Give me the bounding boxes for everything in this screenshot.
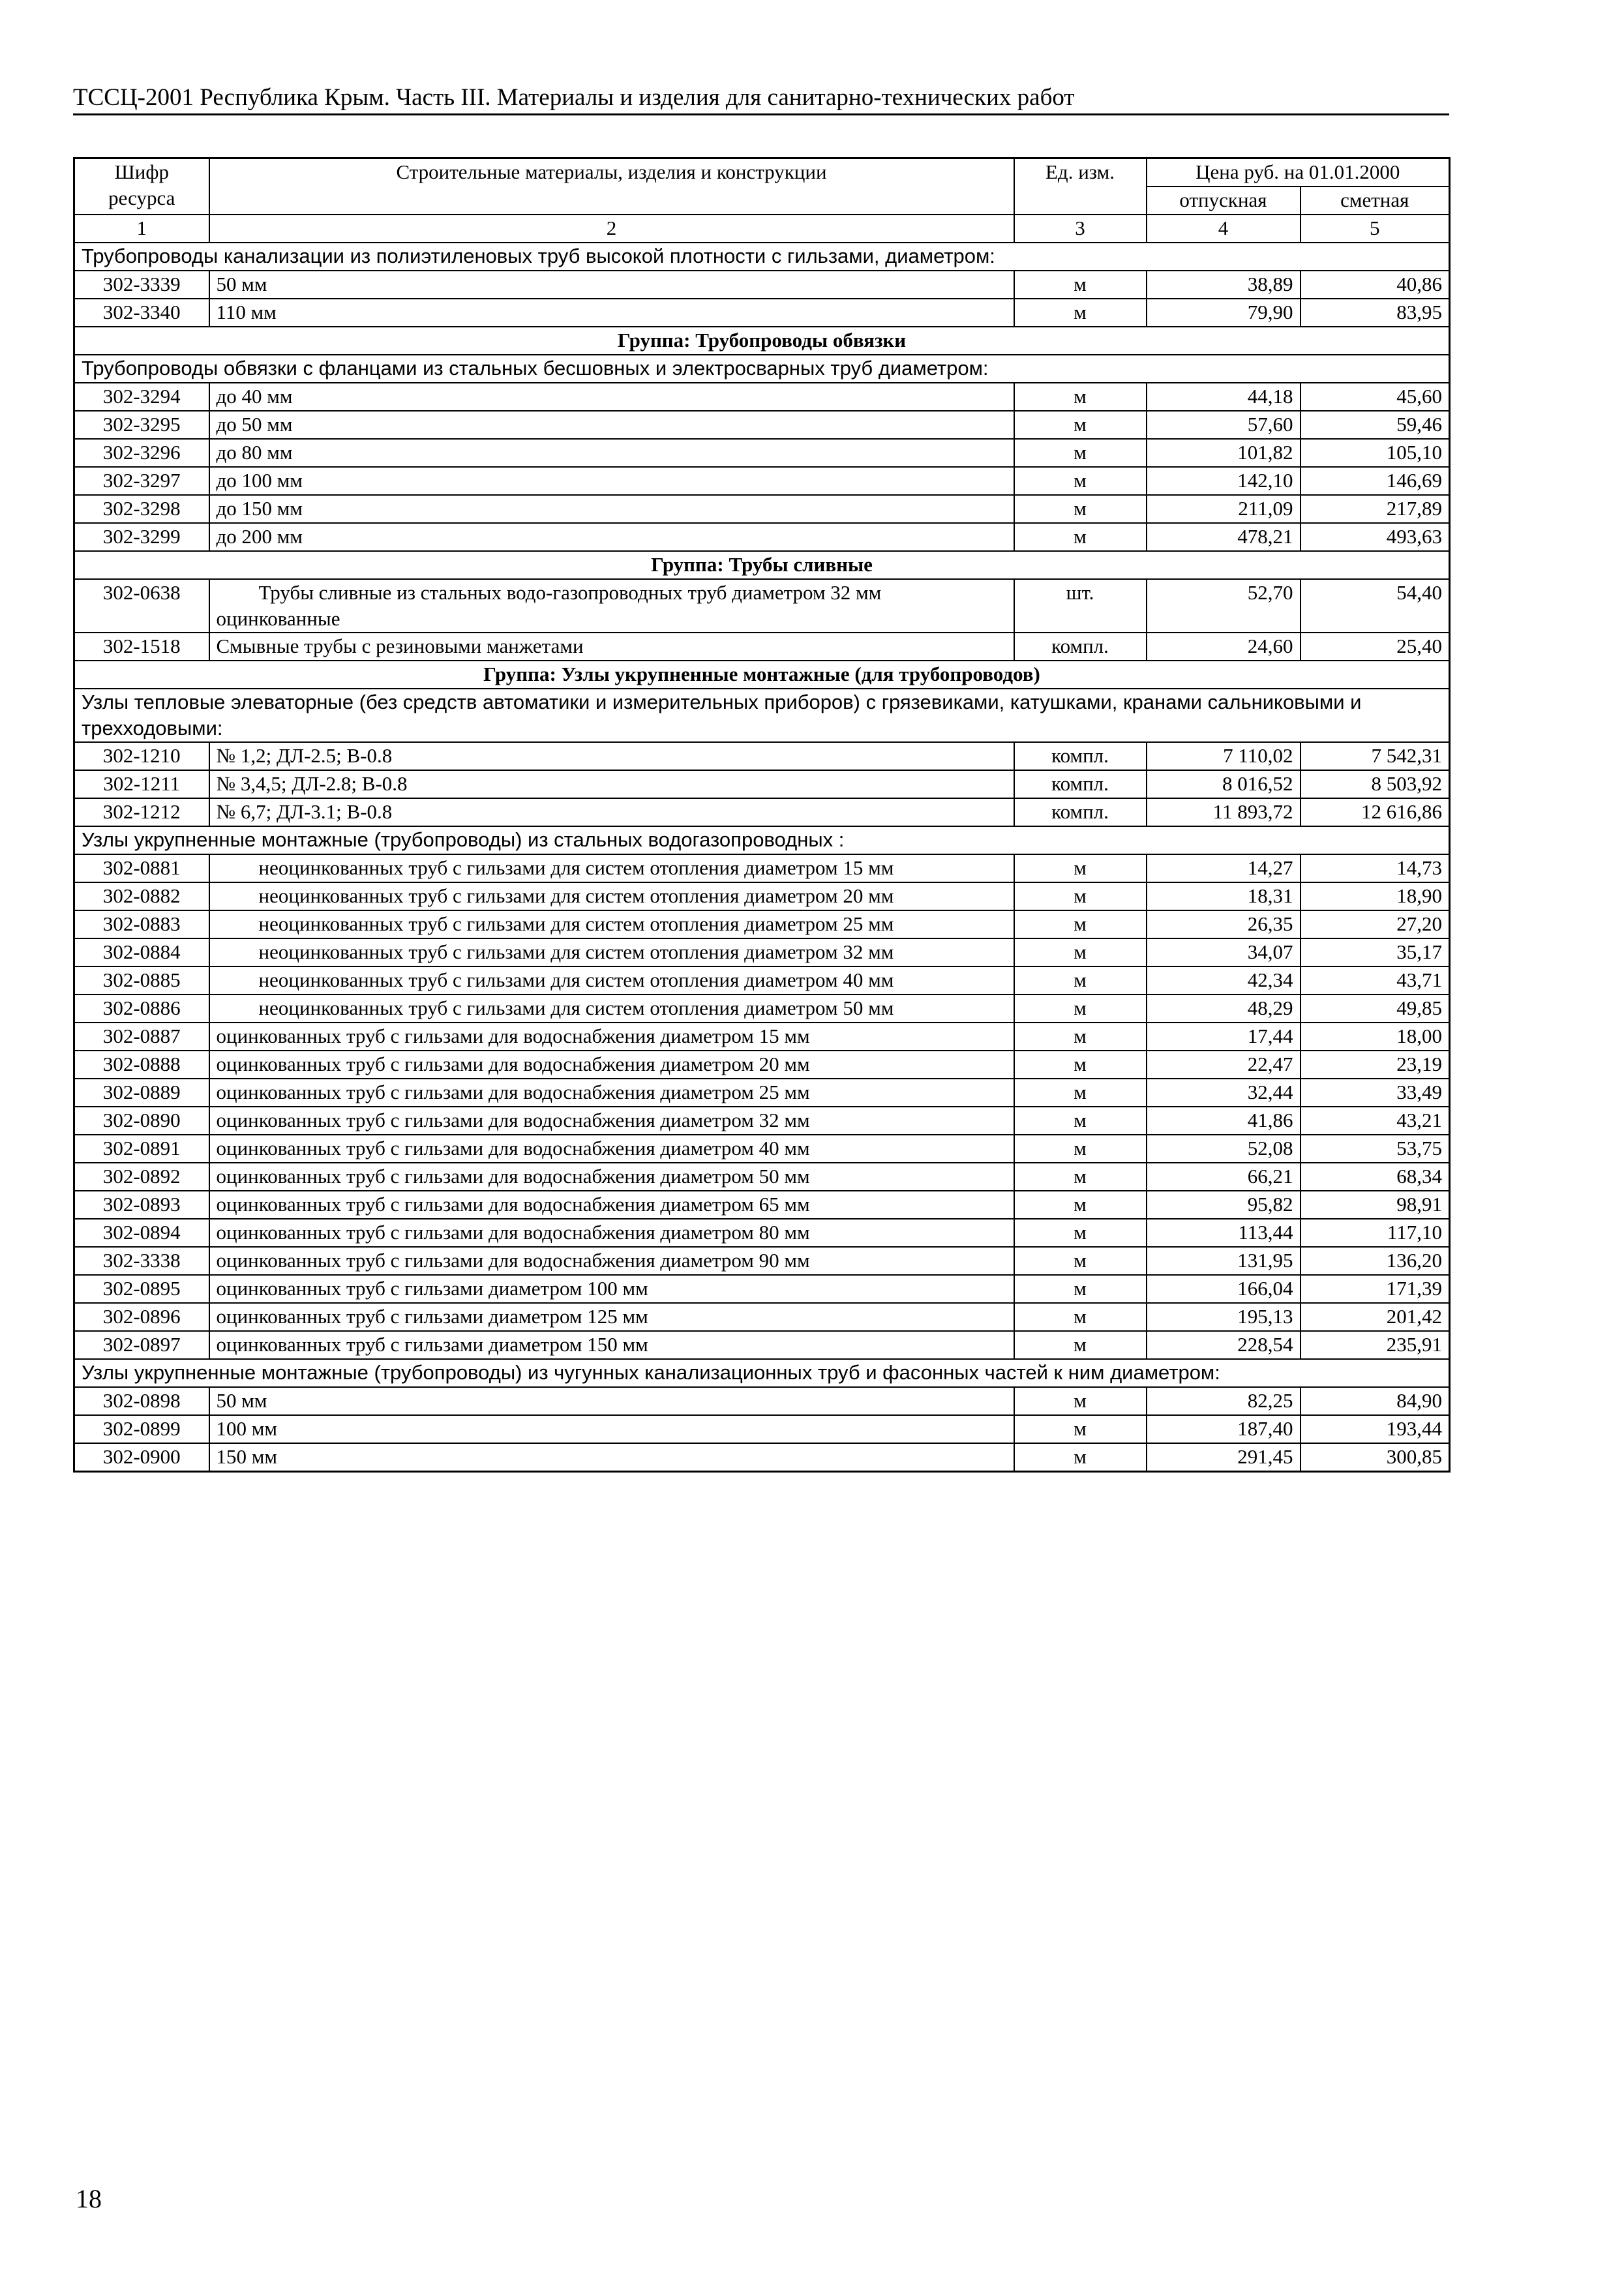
category-row <box>74 243 1450 271</box>
estimate-price: 33,49 <box>1301 1079 1450 1107</box>
material-name: 100 мм <box>209 1415 1014 1443</box>
resource-code: 302-0890 <box>74 1107 209 1135</box>
estimate-price: 84,90 <box>1301 1387 1450 1415</box>
resource-code: 302-0893 <box>74 1191 209 1219</box>
release-price: 41,86 <box>1147 1107 1301 1135</box>
estimate-price: 83,95 <box>1301 299 1450 327</box>
release-price: 291,45 <box>1147 1443 1301 1472</box>
estimate-price: 14,73 <box>1301 854 1450 882</box>
release-price: 34,07 <box>1147 938 1301 966</box>
col-header-estimate: сметная <box>1301 187 1450 215</box>
group-heading-row <box>74 551 1450 579</box>
table-row <box>74 523 1450 551</box>
resource-code: 302-0891 <box>74 1135 209 1163</box>
unit: м <box>1014 439 1147 467</box>
material-name: неоцинкованных труб с гильзами для систем отопления диаметром 25 мм <box>209 910 1014 938</box>
table-row <box>74 1051 1450 1079</box>
resource-code: 302-1212 <box>74 798 209 826</box>
release-price: 8 016,52 <box>1147 770 1301 798</box>
resource-code: 302-0894 <box>74 1219 209 1247</box>
table-row <box>74 633 1450 661</box>
release-price: 44,18 <box>1147 383 1301 411</box>
material-name: неоцинкованных труб с гильзами для систем отопления диаметром 40 мм <box>209 966 1014 995</box>
estimate-price: 27,20 <box>1301 910 1450 938</box>
resource-code: 302-0898 <box>74 1387 209 1415</box>
release-price: 24,60 <box>1147 633 1301 661</box>
release-price: 79,90 <box>1147 299 1301 327</box>
group-heading-row <box>74 327 1450 355</box>
material-name: 110 мм <box>209 299 1014 327</box>
table-row <box>74 798 1450 826</box>
estimate-price: 18,90 <box>1301 882 1450 910</box>
resource-code: 302-0885 <box>74 966 209 995</box>
estimate-price: 493,63 <box>1301 523 1450 551</box>
release-price: 187,40 <box>1147 1415 1301 1443</box>
unit: компл. <box>1014 742 1147 770</box>
col-header-name: Строительные материалы, изделия и конструкции <box>209 158 1014 215</box>
resource-code: 302-0899 <box>74 1415 209 1443</box>
unit: м <box>1014 1443 1147 1472</box>
unit: м <box>1014 1023 1147 1051</box>
release-price: 42,34 <box>1147 966 1301 995</box>
estimate-price: 146,69 <box>1301 467 1450 495</box>
release-price: 11 893,72 <box>1147 798 1301 826</box>
resource-code: 302-0896 <box>74 1303 209 1331</box>
material-name: неоцинкованных труб с гильзами для систем отопления диаметром 15 мм <box>209 854 1014 882</box>
column-number: 4 <box>1147 215 1301 243</box>
table-row <box>74 1247 1450 1275</box>
unit: м <box>1014 1275 1147 1303</box>
material-name: оцинкованных труб с гильзами для водоснабжения диаметром 90 мм <box>209 1247 1014 1275</box>
release-price: 57,60 <box>1147 411 1301 439</box>
table-row <box>74 1443 1450 1472</box>
estimate-price: 43,21 <box>1301 1107 1450 1135</box>
category-heading: Узлы укрупненные монтажные (трубопроводы) из чугунных канализационных труб и фасонных частей к ним диаметром: <box>74 1359 1450 1387</box>
resource-code: 302-3298 <box>74 495 209 523</box>
unit: м <box>1014 882 1147 910</box>
resource-code: 302-0883 <box>74 910 209 938</box>
material-name: оцинкованных труб с гильзами для водоснабжения диаметром 50 мм <box>209 1163 1014 1191</box>
estimate-price: 53,75 <box>1301 1135 1450 1163</box>
price-table <box>73 157 1451 1473</box>
estimate-price: 117,10 <box>1301 1219 1450 1247</box>
unit: шт. <box>1014 579 1147 633</box>
material-name: до 80 мм <box>209 439 1014 467</box>
material-name: до 100 мм <box>209 467 1014 495</box>
unit: м <box>1014 1219 1147 1247</box>
release-price: 131,95 <box>1147 1247 1301 1275</box>
col-header-release: отпускная <box>1147 187 1301 215</box>
release-price: 17,44 <box>1147 1023 1301 1051</box>
release-price: 48,29 <box>1147 995 1301 1023</box>
table-row <box>74 742 1450 770</box>
estimate-price: 43,71 <box>1301 966 1450 995</box>
table-row <box>74 439 1450 467</box>
estimate-price: 98,91 <box>1301 1191 1450 1219</box>
release-price: 52,08 <box>1147 1135 1301 1163</box>
unit: м <box>1014 1331 1147 1359</box>
estimate-price: 235,91 <box>1301 1331 1450 1359</box>
resource-code: 302-0897 <box>74 1331 209 1359</box>
unit: м <box>1014 383 1147 411</box>
category-row <box>74 1359 1450 1387</box>
resource-code: 302-3294 <box>74 383 209 411</box>
unit: м <box>1014 1303 1147 1331</box>
release-price: 38,89 <box>1147 271 1301 299</box>
resource-code: 302-3340 <box>74 299 209 327</box>
resource-code: 302-0638 <box>74 579 209 633</box>
unit: м <box>1014 1191 1147 1219</box>
page-header: ТССЦ-2001 Республика Крым. Часть III. Материалы и изделия для санитарно-технических работ <box>73 83 1449 115</box>
table-row <box>74 1275 1450 1303</box>
resource-code: 302-0888 <box>74 1051 209 1079</box>
table-row <box>74 1415 1450 1443</box>
release-price: 211,09 <box>1147 495 1301 523</box>
table-row <box>74 1023 1450 1051</box>
group-heading-row <box>74 661 1450 689</box>
material-name: оцинкованных труб с гильзами диаметром 125 мм <box>209 1303 1014 1331</box>
release-price: 18,31 <box>1147 882 1301 910</box>
unit: м <box>1014 1163 1147 1191</box>
table-row <box>74 271 1450 299</box>
release-price: 228,54 <box>1147 1331 1301 1359</box>
estimate-price: 40,86 <box>1301 271 1450 299</box>
resource-code: 302-3338 <box>74 1247 209 1275</box>
category-row <box>74 689 1450 742</box>
resource-code: 302-0900 <box>74 1443 209 1472</box>
category-heading: Трубопроводы канализации из полиэтиленовых труб высокой плотности с гильзами, диаметром: <box>74 243 1450 271</box>
table-row <box>74 1079 1450 1107</box>
unit: м <box>1014 299 1147 327</box>
unit: м <box>1014 854 1147 882</box>
release-price: 52,70 <box>1147 579 1301 633</box>
table-row <box>74 910 1450 938</box>
column-number: 3 <box>1014 215 1147 243</box>
unit: м <box>1014 523 1147 551</box>
column-number: 1 <box>74 215 209 243</box>
table-row <box>74 1163 1450 1191</box>
table-row <box>74 1219 1450 1247</box>
material-name: Трубы сливные из стальных водо-газопроводных труб диаметром 32 мм оцинкованные <box>209 579 1014 633</box>
estimate-price: 217,89 <box>1301 495 1450 523</box>
resource-code: 302-0881 <box>74 854 209 882</box>
resource-code: 302-1518 <box>74 633 209 661</box>
unit: м <box>1014 1247 1147 1275</box>
table-row <box>74 854 1450 882</box>
col-header-unit: Ед. изм. <box>1014 158 1147 215</box>
estimate-price: 193,44 <box>1301 1415 1450 1443</box>
unit: м <box>1014 1079 1147 1107</box>
estimate-price: 25,40 <box>1301 633 1450 661</box>
estimate-price: 54,40 <box>1301 579 1450 633</box>
page-number: 18 <box>76 2184 102 2213</box>
release-price: 195,13 <box>1147 1303 1301 1331</box>
material-name: оцинкованных труб с гильзами для водоснабжения диаметром 80 мм <box>209 1219 1014 1247</box>
estimate-price: 300,85 <box>1301 1443 1450 1472</box>
release-price: 101,82 <box>1147 439 1301 467</box>
table-row <box>74 1191 1450 1219</box>
material-name: оцинкованных труб с гильзами диаметром 150 мм <box>209 1331 1014 1359</box>
resource-code: 302-3296 <box>74 439 209 467</box>
release-price: 82,25 <box>1147 1387 1301 1415</box>
release-price: 26,35 <box>1147 910 1301 938</box>
material-name: оцинкованных труб с гильзами для водоснабжения диаметром 15 мм <box>209 1023 1014 1051</box>
group-heading: Группа: Узлы укрупненные монтажные (для трубопроводов) <box>74 661 1450 689</box>
estimate-price: 171,39 <box>1301 1275 1450 1303</box>
resource-code: 302-0886 <box>74 995 209 1023</box>
material-name: оцинкованных труб с гильзами для водоснабжения диаметром 40 мм <box>209 1135 1014 1163</box>
material-name: Смывные трубы с резиновыми манжетами <box>209 633 1014 661</box>
table-row <box>74 579 1450 633</box>
material-name: 50 мм <box>209 271 1014 299</box>
material-name: № 3,4,5; ДЛ-2.8; В-0.8 <box>209 770 1014 798</box>
material-name: неоцинкованных труб с гильзами для систем отопления диаметром 32 мм <box>209 938 1014 966</box>
resource-code: 302-1211 <box>74 770 209 798</box>
unit: м <box>1014 467 1147 495</box>
table-row <box>74 995 1450 1023</box>
unit: м <box>1014 1415 1147 1443</box>
estimate-price: 8 503,92 <box>1301 770 1450 798</box>
unit: м <box>1014 1107 1147 1135</box>
release-price: 166,04 <box>1147 1275 1301 1303</box>
unit: м <box>1014 938 1147 966</box>
unit: компл. <box>1014 770 1147 798</box>
material-name: оцинкованных труб с гильзами для водоснабжения диаметром 20 мм <box>209 1051 1014 1079</box>
unit: м <box>1014 1387 1147 1415</box>
column-number: 5 <box>1301 215 1450 243</box>
resource-code: 302-0892 <box>74 1163 209 1191</box>
estimate-price: 7 542,31 <box>1301 742 1450 770</box>
table-row <box>74 1387 1450 1415</box>
column-number: 2 <box>209 215 1014 243</box>
release-price: 32,44 <box>1147 1079 1301 1107</box>
estimate-price: 59,46 <box>1301 411 1450 439</box>
material-name: до 50 мм <box>209 411 1014 439</box>
estimate-price: 12 616,86 <box>1301 798 1450 826</box>
estimate-price: 23,19 <box>1301 1051 1450 1079</box>
material-name: оцинкованных труб с гильзами для водоснабжения диаметром 65 мм <box>209 1191 1014 1219</box>
resource-code: 302-3339 <box>74 271 209 299</box>
material-name: 150 мм <box>209 1443 1014 1472</box>
table-row <box>74 383 1450 411</box>
resource-code: 302-3299 <box>74 523 209 551</box>
estimate-price: 136,20 <box>1301 1247 1450 1275</box>
unit: м <box>1014 995 1147 1023</box>
material-name: оцинкованных труб с гильзами диаметром 100 мм <box>209 1275 1014 1303</box>
release-price: 66,21 <box>1147 1163 1301 1191</box>
unit: м <box>1014 1051 1147 1079</box>
release-price: 478,21 <box>1147 523 1301 551</box>
category-heading: Трубопроводы обвязки с фланцами из стальных бесшовных и электросварных труб диаметром: <box>74 355 1450 383</box>
resource-code: 302-0884 <box>74 938 209 966</box>
estimate-price: 35,17 <box>1301 938 1450 966</box>
unit: м <box>1014 966 1147 995</box>
material-name: 50 мм <box>209 1387 1014 1415</box>
table-row <box>74 495 1450 523</box>
estimate-price: 18,00 <box>1301 1023 1450 1051</box>
resource-code: 302-0887 <box>74 1023 209 1051</box>
release-price: 142,10 <box>1147 467 1301 495</box>
release-price: 95,82 <box>1147 1191 1301 1219</box>
resource-code: 302-1210 <box>74 742 209 770</box>
table-row <box>74 467 1450 495</box>
unit: м <box>1014 910 1147 938</box>
col-header-code: Шифр ресурса <box>74 158 209 215</box>
resource-code: 302-0889 <box>74 1079 209 1107</box>
group-heading: Группа: Трубы сливные <box>74 551 1450 579</box>
release-price: 113,44 <box>1147 1219 1301 1247</box>
column-number-row <box>74 215 1450 243</box>
material-name: до 40 мм <box>209 383 1014 411</box>
unit: компл. <box>1014 633 1147 661</box>
unit: м <box>1014 495 1147 523</box>
table-row <box>74 882 1450 910</box>
group-heading: Группа: Трубопроводы обвязки <box>74 327 1450 355</box>
resource-code: 302-0882 <box>74 882 209 910</box>
estimate-price: 201,42 <box>1301 1303 1450 1331</box>
estimate-price: 49,85 <box>1301 995 1450 1023</box>
release-price: 22,47 <box>1147 1051 1301 1079</box>
material-name: неоцинкованных труб с гильзами для систем отопления диаметром 20 мм <box>209 882 1014 910</box>
estimate-price: 105,10 <box>1301 439 1450 467</box>
category-heading: Узлы тепловые элеваторные (без средств автоматики и измерительных приборов) с грязевиками, катушками, кранами сальниковыми и трехходовыми: <box>74 689 1450 742</box>
unit: м <box>1014 271 1147 299</box>
table-row <box>74 1303 1450 1331</box>
category-heading: Узлы укрупненные монтажные (трубопроводы) из стальных водогазопроводных : <box>74 826 1450 854</box>
table-row <box>74 299 1450 327</box>
unit: компл. <box>1014 798 1147 826</box>
table-header-row <box>74 158 1450 187</box>
table-row <box>74 966 1450 995</box>
estimate-price: 45,60 <box>1301 383 1450 411</box>
material-name: до 200 мм <box>209 523 1014 551</box>
material-name: до 150 мм <box>209 495 1014 523</box>
category-row <box>74 355 1450 383</box>
resource-code: 302-0895 <box>74 1275 209 1303</box>
col-header-price: Цена руб. на 01.01.2000 <box>1147 158 1450 187</box>
table-row <box>74 411 1450 439</box>
table-row <box>74 1107 1450 1135</box>
material-name: неоцинкованных труб с гильзами для систем отопления диаметром 50 мм <box>209 995 1014 1023</box>
table-row <box>74 1135 1450 1163</box>
resource-code: 302-3297 <box>74 467 209 495</box>
category-row <box>74 826 1450 854</box>
table-row <box>74 1331 1450 1359</box>
release-price: 7 110,02 <box>1147 742 1301 770</box>
resource-code: 302-3295 <box>74 411 209 439</box>
unit: м <box>1014 411 1147 439</box>
estimate-price: 68,34 <box>1301 1163 1450 1191</box>
table-row <box>74 938 1450 966</box>
material-name: оцинкованных труб с гильзами для водоснабжения диаметром 25 мм <box>209 1079 1014 1107</box>
material-name: № 6,7; ДЛ-3.1; В-0.8 <box>209 798 1014 826</box>
material-name: № 1,2; ДЛ-2.5; В-0.8 <box>209 742 1014 770</box>
material-name: оцинкованных труб с гильзами для водоснабжения диаметром 32 мм <box>209 1107 1014 1135</box>
release-price: 14,27 <box>1147 854 1301 882</box>
unit: м <box>1014 1135 1147 1163</box>
table-row <box>74 770 1450 798</box>
